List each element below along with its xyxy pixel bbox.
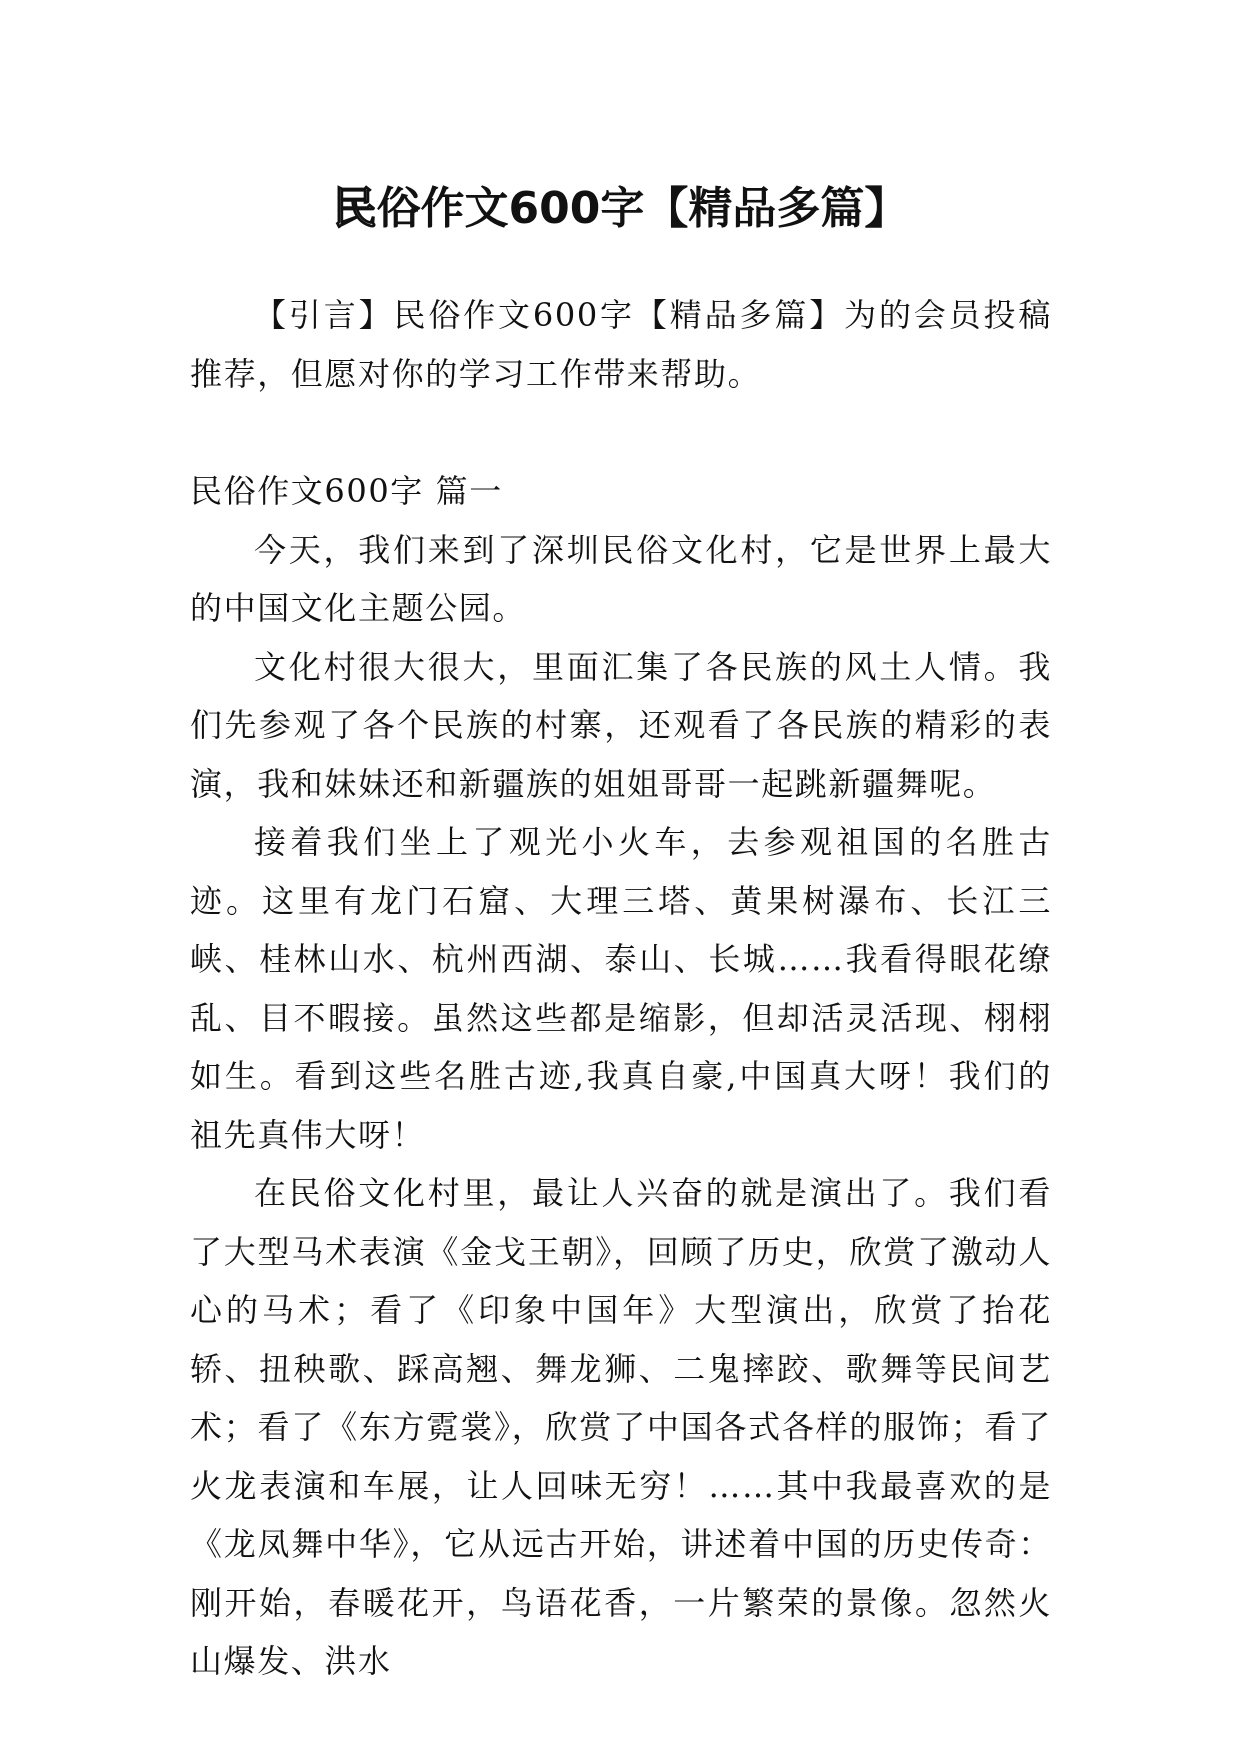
paragraph-4: 在民俗文化村里，最让人兴奋的就是演出了。我们看了大型马术表演《金戈王朝》，回顾了历史，欣赏了激动人心的马术；看了《印象中国年》大型演出，欣赏了抬花轿、扭秧歌、踩高翘、舞龙狮、二鬼摔跤、歌舞等民间艺术；看了《东方霓裳》，欣赏了中国各式各样的服饰；看了火龙表演和车展，让人回味无穷！……其中我最喜欢的是《龙凤舞中华》，它从远古开始，讲述着中国的历史传奇：刚开始，春暖花开，鸟语花香，一片繁荣的景像。忽然火山爆发、洪水	[190, 1174, 1052, 1680]
section-heading: 民俗作文600字 篇一	[190, 472, 503, 510]
title-text: 俗作文600字【精品多篇】	[376, 183, 909, 235]
intro-block	[190, 286, 1052, 403]
document-title	[0, 179, 1241, 239]
paragraph-3: 接着我们坐上了观光小火车，去参观祖国的名胜古迹。这里有龙门石窟、大理三塔、黄果树瀑布、长江三峡、桂林山水、杭州西湖、泰山、长城……我看得眼花缭乱、目不暇接。虽然这些都是缩影，但却活灵活现、栩栩如生。看到这些名胜古迹,我真自豪,中国真大呀！我们的祖先真伟大呀！	[190, 823, 1052, 1154]
paragraph-2: 文化村很大很大，里面汇集了各民族的风土人情。我们先参观了各个民族的村寨，还观看了各民族的精彩的表演，我和妹妹还和新疆族的姐姐哥哥一起跳新疆舞呢。	[190, 647, 1052, 803]
paragraph-1: 今天，我们来到了深圳民俗文化村，它是世界上最大的中国文化主题公园。	[190, 530, 1052, 627]
section-one	[190, 462, 1052, 1691]
title-first-char: 民	[332, 183, 377, 235]
intro-paragraph: 【引言】民俗作文600字【精品多篇】为的会员投稿推荐，但愿对你的学习工作带来帮助。	[190, 296, 1052, 393]
